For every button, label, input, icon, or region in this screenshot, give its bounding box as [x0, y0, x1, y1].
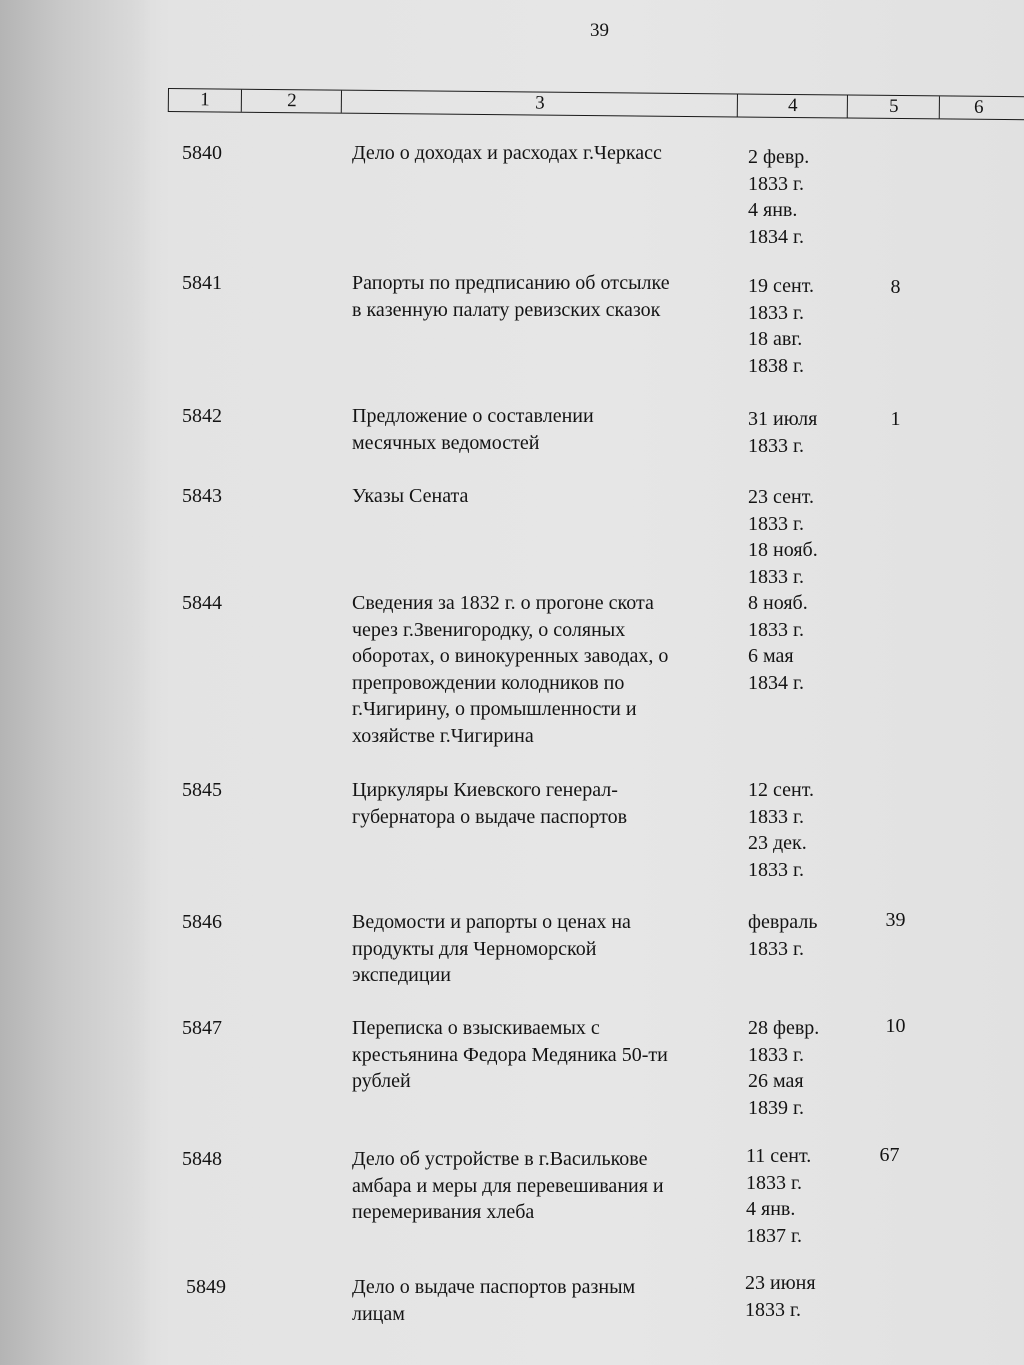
header-col-5: 5 [847, 96, 940, 119]
record-dates: 19 сент. 1833 г. 18 авг. 1838 г. [748, 275, 814, 377]
header-col-3: 3 [341, 91, 738, 117]
record-sheets: 10 [885, 1015, 906, 1037]
record-title: Дело о доходах и расходах г.Черкасс [352, 142, 662, 164]
record-title: Указы Сената [352, 485, 469, 507]
record-title: Сведения за 1832 г. о прогоне скота через г.Звенигородку, о соляных оборотах, о винокуренных заводах, о препровождении колодников по г.Чигирину, о промышленности и хозяйстве г.Чигирина [352, 592, 669, 747]
page-number: 39 [590, 20, 609, 41]
record-dates: 23 сент. 1833 г. 18 нояб. 1833 г. [748, 486, 818, 588]
record-title: Дело о выдаче паспортов разным лицам [352, 1276, 636, 1325]
header-col-2: 2 [241, 90, 342, 113]
book-gutter-shadow [0, 0, 150, 1365]
record-sheets: 8 [890, 276, 901, 298]
record-dates: 31 июля 1833 г. [748, 408, 818, 457]
record-number: 5847 [182, 1017, 222, 1039]
record-number: 5844 [182, 592, 222, 614]
record-sheets: 67 [879, 1144, 900, 1166]
record-sheets: 39 [885, 909, 906, 931]
record-dates: 12 сент. 1833 г. 23 дек. 1833 г. [748, 779, 814, 881]
record-number: 5848 [182, 1148, 222, 1170]
record-sheets: 1 [890, 408, 901, 430]
header-col-1: 1 [200, 89, 210, 111]
column-header-table [168, 88, 1024, 120]
record-number: 5842 [182, 405, 222, 427]
record-number: 5841 [182, 272, 222, 294]
record-title: Предложение о составлении месячных ведомостей [352, 405, 594, 454]
record-number: 5845 [182, 779, 222, 801]
record-title: Рапорты по предписанию об отсылке в казенную палату ревизских сказок [352, 272, 670, 321]
record-number: 5849 [186, 1276, 226, 1298]
record-dates: 11 сент. 1833 г. 4 янв. 1837 г. [746, 1145, 812, 1247]
record-title: Циркуляры Киевского генерал- губернатора о выдаче паспортов [352, 779, 628, 828]
record-number: 5843 [182, 485, 222, 507]
record-title: Ведомости и рапорты о ценах на продукты для Черноморской экспедиции [352, 911, 631, 986]
header-col-6: 6 [939, 96, 1018, 119]
record-dates: 23 июня 1833 г. [745, 1272, 816, 1321]
record-title: Дело об устройстве в г.Василькове амбара и меры для перевешивания и перемеривания хлеба [352, 1148, 664, 1223]
record-dates: 2 февр. 1833 г. 4 янв. 1834 г. [748, 146, 810, 248]
record-number: 5846 [182, 911, 222, 933]
record-dates: 8 нояб. 1833 г. 6 мая 1834 г. [748, 592, 808, 694]
record-dates: 28 февр. 1833 г. 26 мая 1839 г. [748, 1017, 820, 1119]
record-dates: февраль 1833 г. [748, 911, 818, 960]
record-title: Переписка о взыскиваемых с крестьянина Федора Медяника 50-ти рублей [352, 1017, 668, 1092]
record-number: 5840 [182, 142, 222, 164]
header-col-4: 4 [737, 94, 848, 117]
